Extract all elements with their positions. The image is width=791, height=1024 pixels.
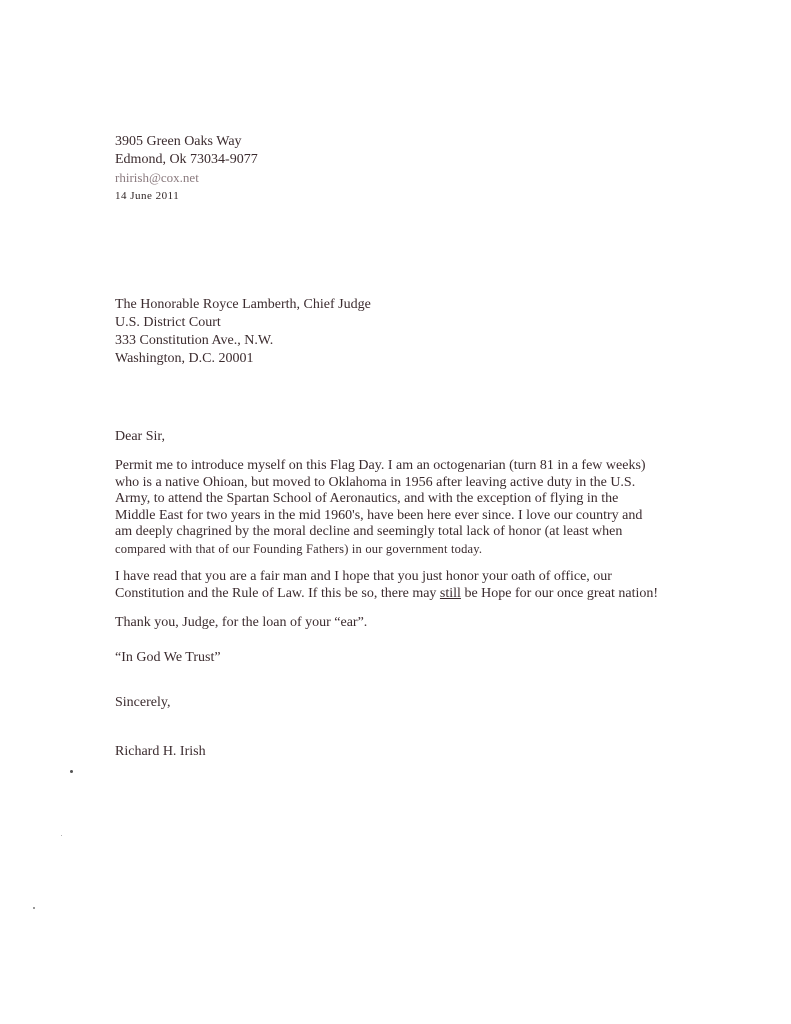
sender-email[interactable]: rhirish@cox.net <box>115 170 199 185</box>
paragraph-line: Middle East for two years in the mid 1960's, have been here ever since. I love our country and <box>115 507 643 523</box>
motto-text: “In God We Trust” <box>115 650 221 665</box>
recipient-street: 333 Constitution Ave., N.W. <box>115 333 274 348</box>
text-segment: Constitution and the Rule of Law. If this be so, there may <box>115 585 440 601</box>
paragraph-line: Army, to attend the Spartan School of Aeronautics, and with the exception of flying in the <box>115 491 619 506</box>
paragraph-line-with-emphasis <box>115 586 675 603</box>
paragraph-line: Permit me to introduce myself on this Flag Day. I am an octogenarian (turn 81 in a few weeks) <box>115 458 646 473</box>
sender-address <box>115 133 258 205</box>
signature-block <box>115 743 206 761</box>
scan-speck <box>61 835 62 836</box>
recipient-court: U.S. District Court <box>115 315 221 330</box>
text-segment: be Hope for our once great nation! <box>460 585 659 601</box>
closing-line <box>115 694 170 712</box>
thanks-line <box>115 614 367 632</box>
paragraph-line: compared with that of our Founding Fathers) in our government today. <box>115 541 483 556</box>
paragraph-line: who is a native Ohioan, but moved to Oklahoma in 1956 after leaving active duty in the U.S. <box>115 474 636 490</box>
underlined-word: still <box>439 585 461 601</box>
recipient-address <box>115 296 371 368</box>
salutation <box>115 428 165 446</box>
paragraph-judge <box>115 569 675 602</box>
signature-name: Richard H. Irish <box>115 744 206 759</box>
sender-city: Edmond, Ok 73034-9077 <box>115 152 258 167</box>
motto-line <box>115 649 221 667</box>
thanks-text: Thank you, Judge, for the loan of your “ear”. <box>115 615 368 630</box>
scan-speck <box>33 907 35 909</box>
scan-speck <box>70 770 73 773</box>
letter-date: 14 June 2011 <box>115 190 180 202</box>
recipient-name: The Honorable Royce Lamberth, Chief Judge <box>115 297 371 312</box>
salutation-text: Dear Sir, <box>115 429 165 444</box>
paragraph-line: am deeply chagrined by the moral decline and seemingly total lack of honor (at least when <box>115 524 623 539</box>
sender-street: 3905 Green Oaks Way <box>115 134 242 149</box>
closing-text: Sincerely, <box>115 695 171 710</box>
recipient-city: Washington, D.C. 20001 <box>115 351 254 366</box>
paragraph-line: I have read that you are a fair man and I hope that you just honor your oath of office, our <box>115 569 612 584</box>
paragraph-introduction <box>115 458 675 557</box>
